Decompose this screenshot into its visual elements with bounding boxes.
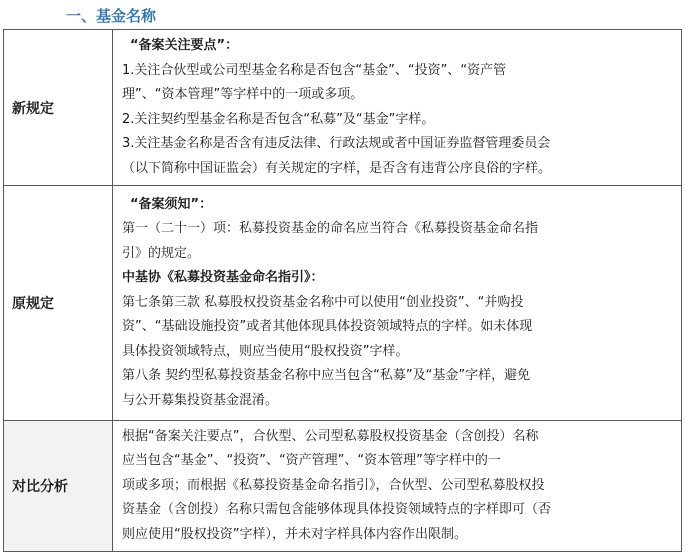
new-line-5: （以下简称中国证监会）有关规定的字样，是否含有违背公序良俗的字样。 bbox=[122, 160, 552, 176]
row-old-rule bbox=[4, 186, 682, 421]
row-content-new bbox=[113, 30, 682, 186]
old-title: “备案须知”： bbox=[130, 196, 213, 212]
new-line-1: 1.关注合伙型或公司型基金名称是否包含“基金”、“投资”、“资产管 bbox=[122, 62, 507, 78]
old-p2-line-3: 具体投资领域特点，则应当使用“股权投资”字样。 bbox=[122, 343, 409, 359]
row-label-old: 原规定 bbox=[4, 186, 113, 421]
section-heading: 一、基金名称 bbox=[66, 7, 157, 25]
row-label-analysis: 对比分析 bbox=[4, 421, 113, 552]
row-analysis bbox=[4, 421, 682, 552]
row-content-analysis bbox=[113, 421, 682, 552]
old-subtitle: 中基协《私募投资基金命名指引》： bbox=[122, 270, 324, 286]
new-title: “备案关注要点”： bbox=[130, 38, 239, 53]
row-content-old bbox=[113, 186, 682, 421]
analysis-line-5: 则应使用“股权投资”字样），并未对字样具体内容作出限制。 bbox=[122, 526, 467, 542]
old-p3-line-1: 第八条 契约型私募投资基金名称中应当包含“私募”及“基金”字样，避免 bbox=[122, 368, 531, 384]
old-p2-line-1: 第七条第三款 私募股权投资基金名称中可以使用“创业投资”、“并购投 bbox=[122, 294, 524, 310]
row-new-rule bbox=[4, 30, 682, 186]
analysis-line-2: 应当包含“基金”、“投资”、“资产管理”、“资本管理”等字样中的一 bbox=[122, 453, 501, 469]
old-p1-line-2: 引》的规定。 bbox=[122, 245, 201, 261]
new-line-3: 2.关注契约型基金名称是否包含“私募”及“基金”字样。 bbox=[122, 111, 435, 127]
old-p1-line-1: 第一（二十一）项：私募投资基金的命名应当符合《私募投资基金命名指 bbox=[122, 221, 539, 237]
analysis-line-1: 根据“备案关注要点”，合伙型、公司型私募股权投资基金（含创投）名称 bbox=[122, 428, 539, 444]
old-p3-line-2: 与公开募集投资基金混淆。 bbox=[122, 392, 279, 408]
new-line-4: 3.关注基金名称是否含有违反法律、行政法规或者中国证券监督管理委员会 bbox=[122, 136, 551, 151]
row-label-new: 新规定 bbox=[4, 30, 113, 186]
new-line-2: 理”、“资本管理”等字样中的一项或多项。 bbox=[122, 87, 364, 102]
analysis-line-4: 资基金（含创投）名称只需包含能够体现具体投资领域特点的字样即可（否 bbox=[122, 502, 552, 518]
old-p2-line-2: 资”、“基础设施投资”或者其他体现具体投资领域特点的字样。如未体现 bbox=[122, 319, 533, 335]
comparison-table bbox=[3, 29, 682, 552]
analysis-line-3: 项或多项；而根据《私募投资基金命名指引》，合伙型、公司型私募股权投 bbox=[122, 477, 545, 493]
